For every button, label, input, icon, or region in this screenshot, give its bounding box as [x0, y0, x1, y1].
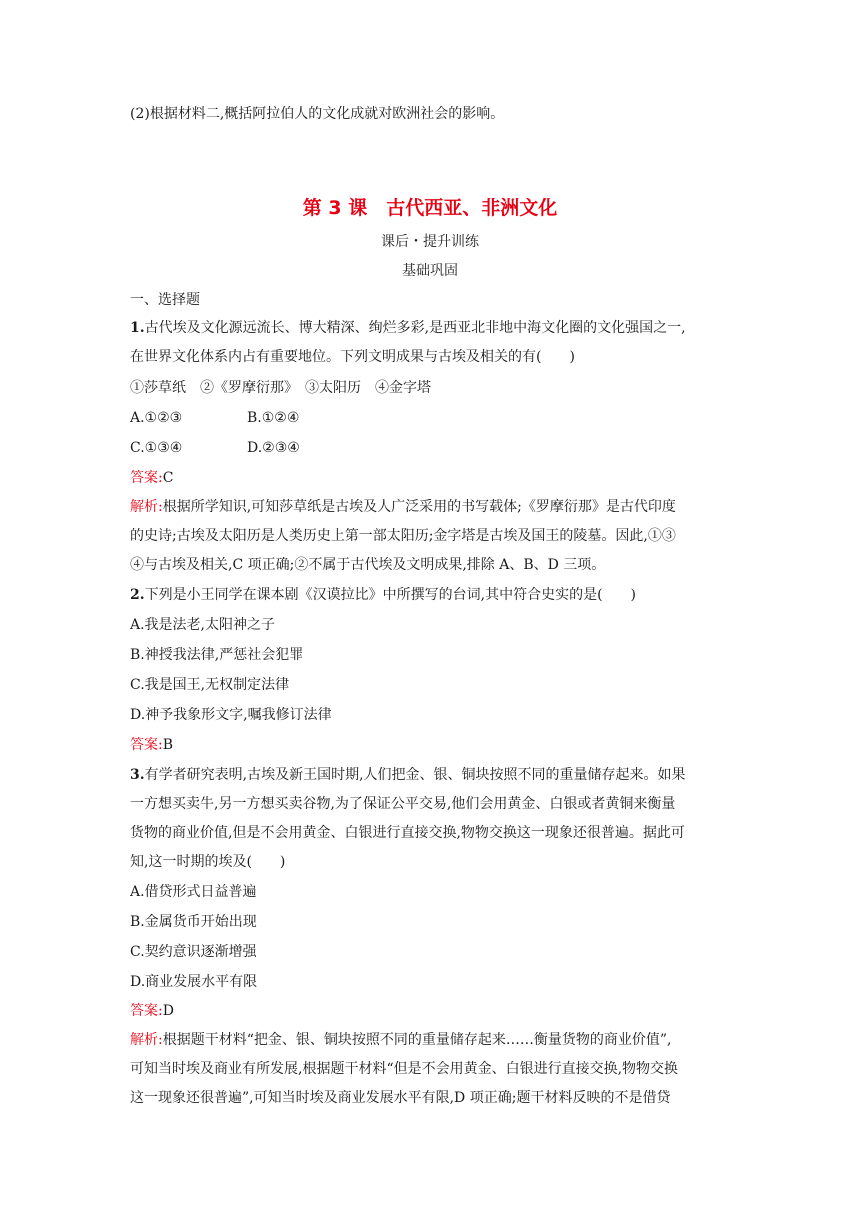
question-number: 3.	[130, 767, 145, 783]
question-1-options-row-2	[130, 438, 736, 458]
question-3-line-3: 货物的商业价值,但是不会用黄金、白银进行直接交换,物物交换这一现象还很普遍。据此可	[130, 825, 685, 841]
question-number: 1.	[130, 320, 145, 336]
question-3-analysis-line-2: 可知当时埃及商业有所发展,根据题干材料“但是不会用黄金、白银进行直接交换,物物交换	[130, 1061, 679, 1077]
answer-label: 答案:	[130, 737, 163, 753]
answer-value: D	[162, 1003, 174, 1019]
analysis-label: 解析:	[130, 1032, 163, 1048]
question-1-answer	[130, 468, 736, 488]
question-3-line-1: 3.有学者研究表明,古埃及新王国时期,人们把金、银、铜块按照不同的重量储存起来。如果	[130, 767, 686, 783]
question-2-answer	[130, 735, 736, 755]
lesson-title: 第 3 课 古代西亚、非洲文化	[302, 197, 558, 219]
question-3-answer	[130, 1001, 736, 1021]
option-d: D.②③④	[247, 440, 300, 456]
analysis-label: 解析:	[130, 499, 163, 515]
section-heading: 基础巩固	[402, 263, 458, 279]
answer-label: 答案:	[130, 470, 163, 486]
option-b: B.①②④	[247, 410, 300, 426]
question-3-line-2: 一方想买卖牛,另一方想买卖谷物,为了保证公平交易,他们会用黄金、白银或者黄铜来衡量	[130, 796, 676, 812]
question-3-option-c: C.契约意识逐渐增强	[130, 944, 257, 960]
question-1-analysis-line-2: 的史诗;古埃及太阳历是人类历史上第一部太阳历;金字塔是古埃及国王的陵墓。因此,①③	[130, 528, 676, 544]
question-3-analysis-line-1: 解析:根据题干材料“把金、银、铜块按照不同的重量储存起来……衡量货物的商业价值”,	[130, 1032, 672, 1048]
question-1-analysis-line-1: 解析:根据所学知识,可知莎草纸是古埃及人广泛采用的书写载体;《罗摩衍那》是古代印度	[130, 499, 676, 515]
answer-value: C	[162, 470, 174, 486]
question-1-line-2: 在世界文化体系内占有重要地位。下列文明成果与古埃及相关的有( )	[130, 349, 575, 365]
question-3-option-d: D.商业发展水平有限	[130, 974, 258, 990]
question-3-option-a: A.借贷形式日益普遍	[130, 884, 257, 900]
question-2-option-a: A.我是法老,太阳神之子	[130, 617, 276, 633]
question-1-items: ①莎草纸 ②《罗摩衍那》 ③太阳历 ④金字塔	[130, 380, 431, 396]
question-1-analysis-line-3: ④与古埃及相关,C 项正确;②不属于古代埃及文明成果,排除 A、B、D 三项。	[130, 557, 606, 573]
answer-label: 答案:	[130, 1003, 163, 1019]
part-heading: 一、选择题	[130, 292, 200, 308]
question-2-option-b: B.神授我法律,严惩社会犯罪	[130, 647, 304, 663]
question-1-line-1: 1.古代埃及文化源远流长、博大精深、绚烂多彩,是西亚北非地中海文化圈的文化强国之一,	[130, 320, 686, 336]
option-c: C.①③④	[130, 440, 183, 456]
subtitle: 课后・提升训练	[381, 234, 479, 250]
previous-question: (2)根据材料二,概括阿拉伯人的文化成就对欧洲社会的影响。	[130, 106, 505, 122]
question-3-option-b: B.金属货币开始出现	[130, 914, 257, 930]
question-1-options-row-1	[130, 408, 736, 428]
question-3-line-4: 知,这一时期的埃及( )	[130, 854, 286, 870]
question-2-line-1: 2.下列是小王同学在课本剧《汉谟拉比》中所撰写的台词,其中符合史实的是( )	[130, 587, 636, 603]
question-2-option-d: D.神予我象形文字,嘱我修订法律	[130, 707, 332, 723]
option-a: A.①②③	[130, 410, 183, 426]
question-2-option-c: C.我是国王,无权制定法律	[130, 677, 290, 693]
question-3-analysis-line-3: 这一现象还很普遍”,可知当时埃及商业发展水平有限,D 项正确;题干材料反映的不是借贷	[130, 1090, 671, 1106]
question-number: 2.	[130, 587, 145, 603]
answer-value: B	[162, 737, 174, 753]
